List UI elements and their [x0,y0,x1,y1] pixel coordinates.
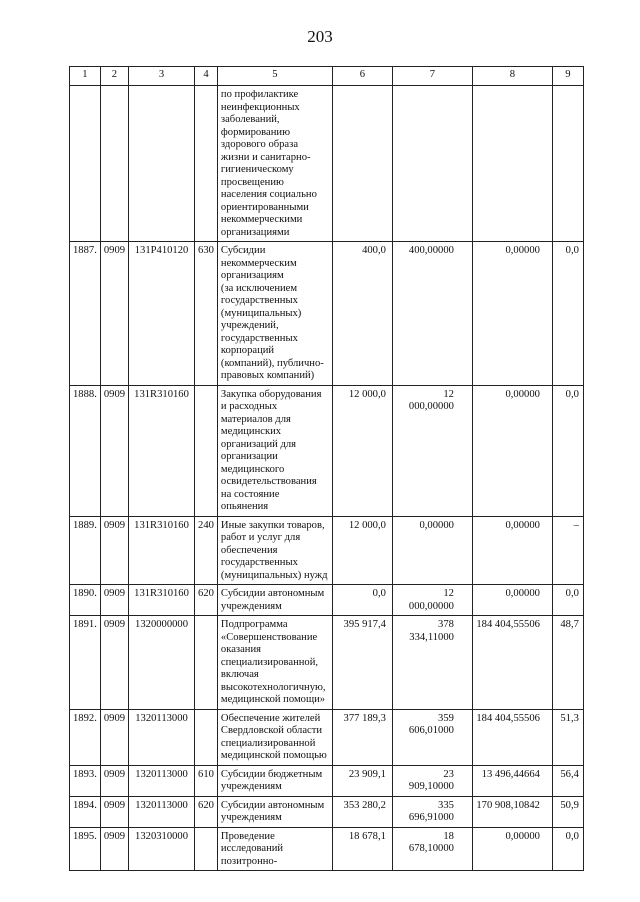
section-code: 0909 [100,516,128,585]
item-name: Проведение исследований позитронно- [217,827,332,871]
refined-amount: 12 000,00000 [392,385,472,516]
executed-amount [472,86,552,242]
execution-percent: 0,0 [552,585,583,616]
item-name: Закупка оборудования и расходных материалов для медицинских организаций для организации медицинского освидетельствования на состояние опьянения [217,385,332,516]
execution-percent: 56,4 [552,765,583,796]
section-code: 0909 [100,765,128,796]
table-row [70,765,584,796]
execution-percent: 48,7 [552,616,583,710]
executed-amount: 0,00000 [472,242,552,386]
executed-amount: 184 404,55506 [472,616,552,710]
expense-type-code: 610 [195,765,218,796]
target-item-code: 1320113000 [129,796,195,827]
refined-amount: 359 606,01000 [392,709,472,765]
execution-percent: 50,9 [552,796,583,827]
target-item-code [129,86,195,242]
executed-amount: 0,00000 [472,385,552,516]
execution-percent: 0,0 [552,242,583,386]
item-name: Субсидии автономным учреждениям [217,796,332,827]
section-code: 0909 [100,709,128,765]
table-header-row [70,67,584,86]
item-name: Субсидии бюджетным учреждениям [217,765,332,796]
table-row [70,385,584,516]
table-row [70,827,584,871]
section-code: 0909 [100,585,128,616]
planned-amount: 18 678,1 [332,827,392,871]
planned-amount: 0,0 [332,585,392,616]
expense-type-code: 620 [195,585,218,616]
expense-type-code [195,616,218,710]
table-row [70,516,584,585]
row-number: 1887. [70,242,101,386]
target-item-code: 1320113000 [129,765,195,796]
column-header: 3 [129,67,195,86]
executed-amount: 184 404,55506 [472,709,552,765]
refined-amount: 23 909,10000 [392,765,472,796]
target-item-code: 1320000000 [129,616,195,710]
planned-amount: 353 280,2 [332,796,392,827]
expense-type-code: 240 [195,516,218,585]
execution-percent: – [552,516,583,585]
target-item-code: 1320310000 [129,827,195,871]
target-item-code: 131R310160 [129,585,195,616]
row-number: 1890. [70,585,101,616]
execution-percent: 0,0 [552,385,583,516]
refined-amount: 0,00000 [392,516,472,585]
budget-table [69,66,584,871]
column-header: 1 [70,67,101,86]
executed-amount: 170 908,10842 [472,796,552,827]
page-number: 203 [307,27,333,46]
row-number: 1894. [70,796,101,827]
executed-amount: 0,00000 [472,516,552,585]
section-code: 0909 [100,827,128,871]
expense-type-code [195,385,218,516]
column-header: 2 [100,67,128,86]
expense-type-code [195,827,218,871]
column-header: 8 [472,67,552,86]
planned-amount: 400,0 [332,242,392,386]
target-item-code: 131R310160 [129,516,195,585]
row-number: 1888. [70,385,101,516]
refined-amount [392,86,472,242]
target-item-code: 1320113000 [129,709,195,765]
table-row [70,796,584,827]
expense-type-code: 630 [195,242,218,386]
planned-amount: 12 000,0 [332,516,392,585]
executed-amount: 13 496,44664 [472,765,552,796]
target-item-code: 131P410120 [129,242,195,386]
execution-percent: 0,0 [552,827,583,871]
planned-amount: 12 000,0 [332,385,392,516]
row-number [70,86,101,242]
planned-amount: 377 189,3 [332,709,392,765]
planned-amount [332,86,392,242]
refined-amount: 335 696,91000 [392,796,472,827]
item-name: Обеспечение жителей Свердловской области специализированной медицинской помощью [217,709,332,765]
section-code: 0909 [100,796,128,827]
row-number: 1895. [70,827,101,871]
refined-amount: 400,00000 [392,242,472,386]
column-header: 7 [392,67,472,86]
row-number: 1891. [70,616,101,710]
item-name: Субсидии некоммерческим организациям (за исключением государственных (муниципальных) учреждений, государственных корпораций (компаний), публично- правовых компаний) [217,242,332,386]
row-number: 1889. [70,516,101,585]
column-header: 4 [195,67,218,86]
expense-type-code [195,86,218,242]
section-code: 0909 [100,616,128,710]
table-row [70,616,584,710]
section-code: 0909 [100,385,128,516]
item-name: Подпрограмма «Совершенствование оказания специализированной, включая высокотехнологичную, медицинской помощи» [217,616,332,710]
executed-amount: 0,00000 [472,827,552,871]
item-name: Иные закупки товаров, работ и услуг для обеспечения государственных (муниципальных) нужд [217,516,332,585]
table-row [70,86,584,242]
item-name: по профилактике неинфекционных заболеваний, формированию здорового образа жизни и санитарно- гигиеническому просвещению населения социально ориентированными некоммерческими организациями [217,86,332,242]
column-header: 5 [217,67,332,86]
table-row [70,709,584,765]
target-item-code: 131R310160 [129,385,195,516]
expense-type-code [195,709,218,765]
refined-amount: 378 334,11000 [392,616,472,710]
section-code [100,86,128,242]
row-number: 1893. [70,765,101,796]
refined-amount: 12 000,00000 [392,585,472,616]
execution-percent [552,86,583,242]
executed-amount: 0,00000 [472,585,552,616]
section-code: 0909 [100,242,128,386]
execution-percent: 51,3 [552,709,583,765]
row-number: 1892. [70,709,101,765]
expense-type-code: 620 [195,796,218,827]
item-name: Субсидии автономным учреждениям [217,585,332,616]
table-row [70,242,584,386]
column-header: 6 [332,67,392,86]
refined-amount: 18 678,10000 [392,827,472,871]
table-row [70,585,584,616]
planned-amount: 395 917,4 [332,616,392,710]
column-header: 9 [552,67,583,86]
planned-amount: 23 909,1 [332,765,392,796]
